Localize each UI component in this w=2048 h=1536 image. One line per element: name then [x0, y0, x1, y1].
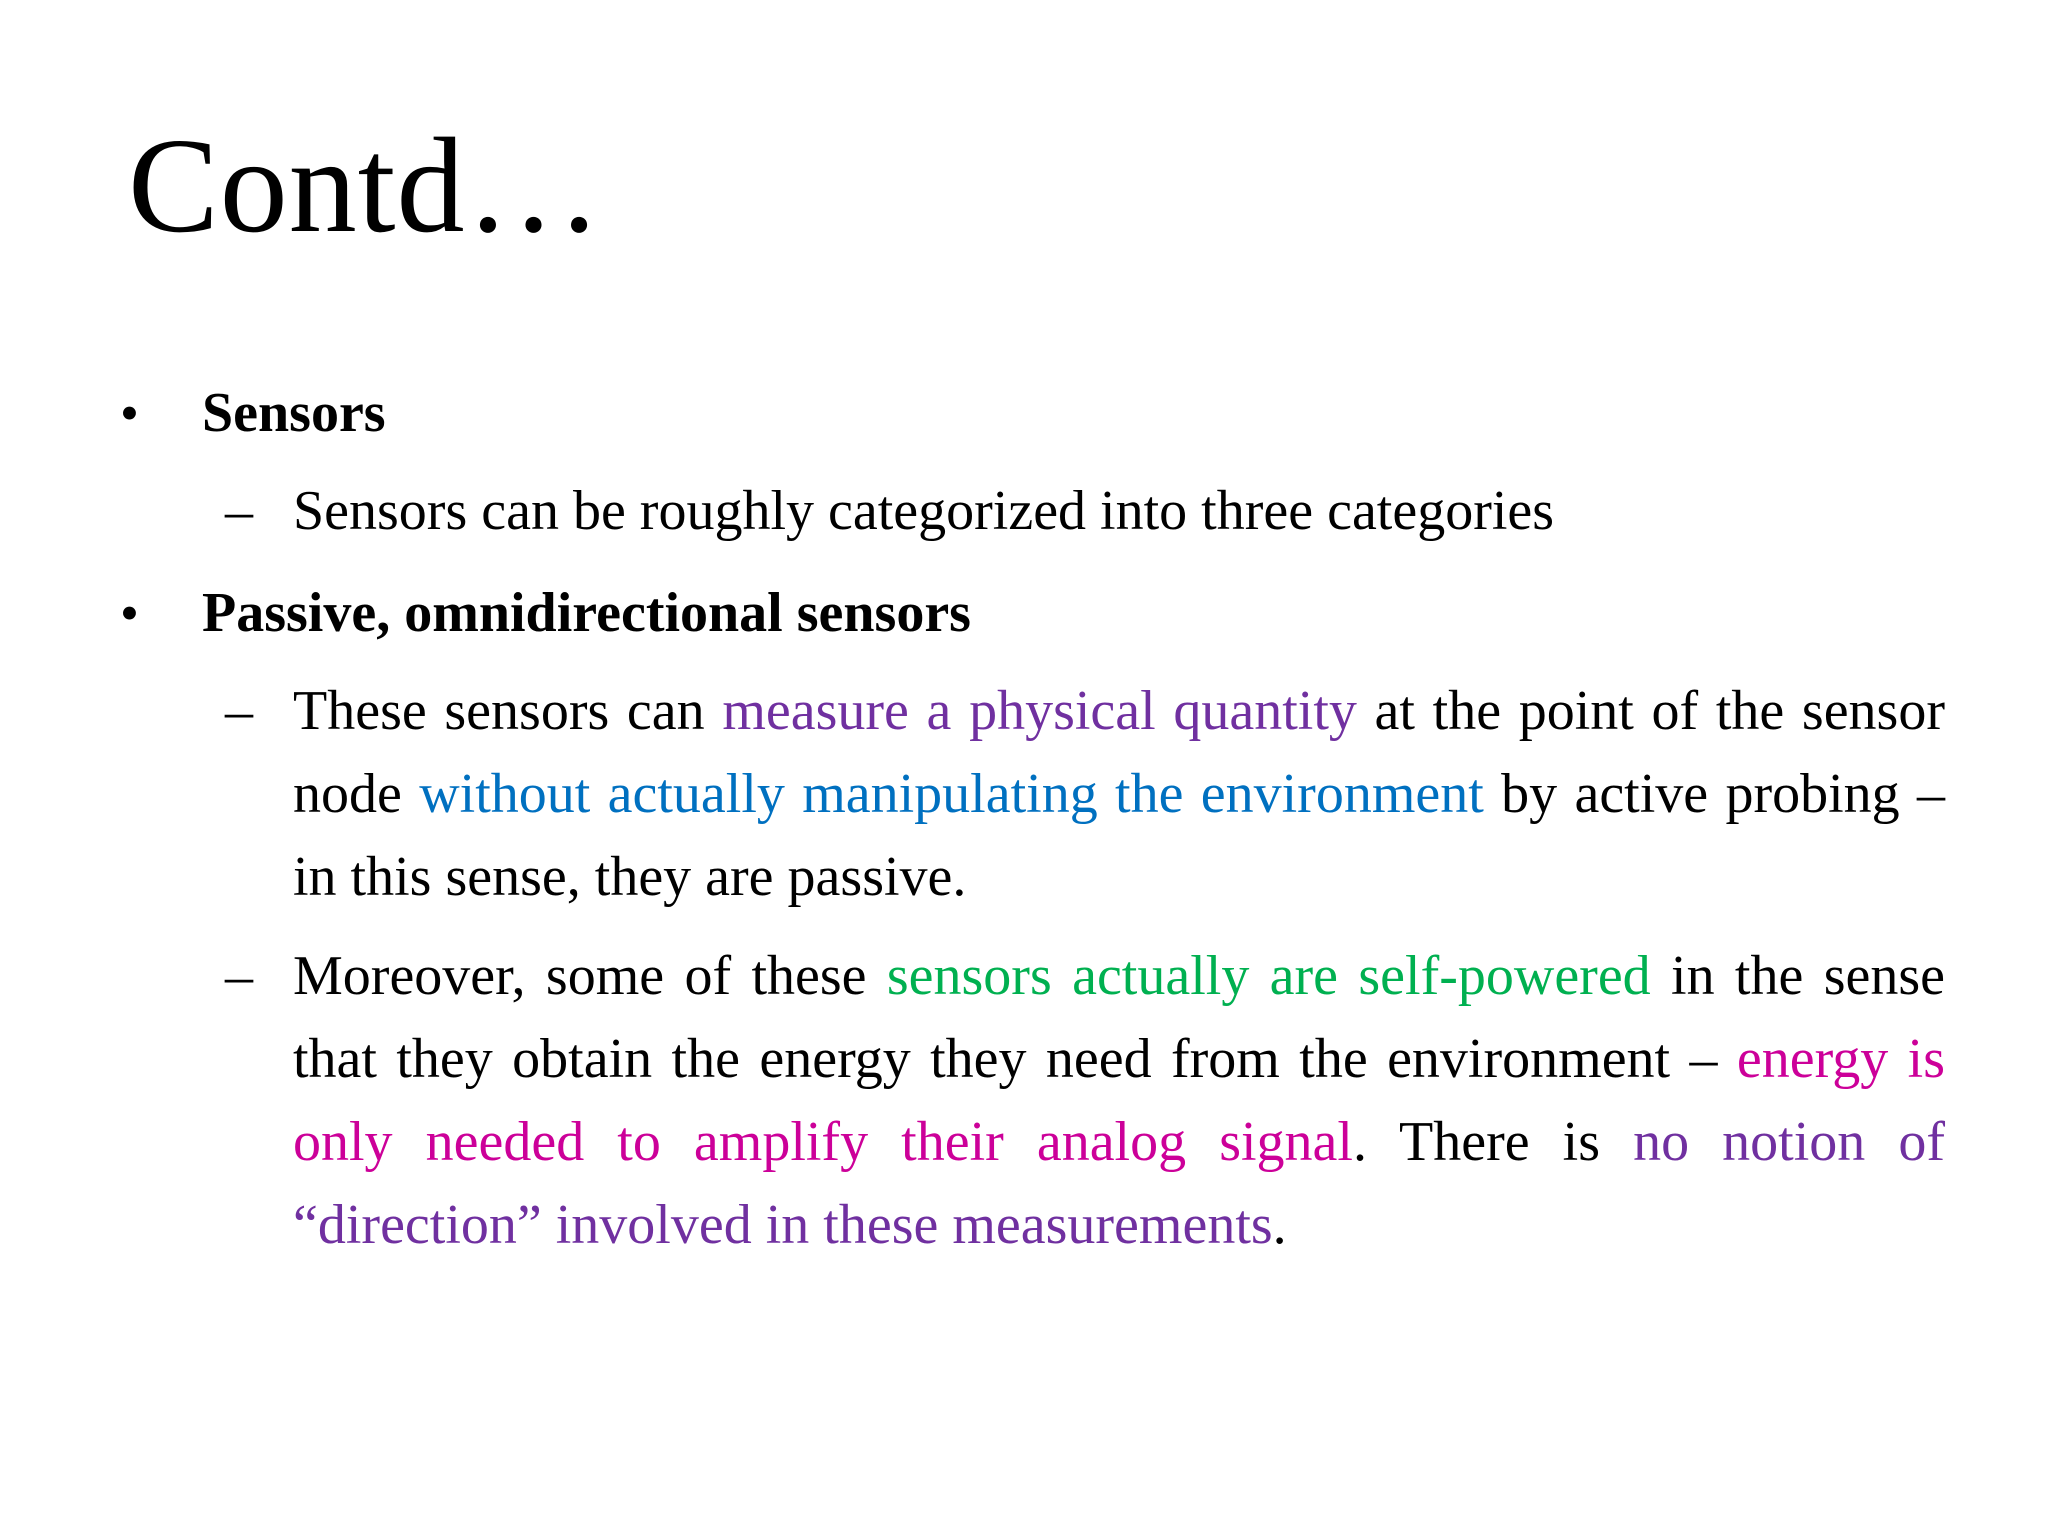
text-run: These sensors can	[293, 680, 723, 742]
slide-title: Contd…	[128, 111, 603, 261]
sub-point-text: Sensors can be roughly categorized into three categories	[293, 480, 1555, 542]
text-run: by active probing – in this sense, they are passive.	[293, 763, 1946, 908]
sub-point-categories	[225, 470, 1945, 553]
dash-marker: –	[225, 945, 253, 1007]
sub-point-text	[293, 935, 1945, 1267]
sub-point-self-powered	[225, 935, 1945, 1267]
highlight-no-direction: no notion of “direction” involved in these measurements	[293, 1111, 1946, 1256]
bullet-label: Passive, omnidirectional sensors	[202, 582, 971, 644]
bullet-marker: •	[120, 383, 139, 443]
text-run: in the sense that they obtain the energy they need from the environment –	[293, 945, 1945, 1090]
text-run: . There is	[1352, 1111, 1634, 1173]
sub-point-text	[293, 670, 1945, 919]
text-run: Moreover, some of these	[293, 945, 887, 1007]
bullet-sensors	[120, 382, 386, 444]
dash-marker: –	[225, 680, 253, 742]
bullet-passive-sensors	[120, 582, 971, 644]
sub-point-passive-definition	[225, 670, 1945, 919]
highlight-self-powered: sensors actually are self-powered	[886, 945, 1651, 1007]
text-run: .	[1272, 1194, 1287, 1256]
bullet-marker: •	[120, 583, 139, 643]
highlight-energy-amplify: energy is only needed to amplify their analog signal	[293, 1028, 1945, 1173]
highlight-without-manipulating: without actually manipulating the environment	[419, 763, 1484, 825]
text-run: at the point of the sensor node	[293, 680, 1945, 825]
dash-marker: –	[225, 480, 253, 542]
bullet-label: Sensors	[202, 382, 386, 444]
highlight-measure: measure a physical quantity	[722, 680, 1357, 742]
